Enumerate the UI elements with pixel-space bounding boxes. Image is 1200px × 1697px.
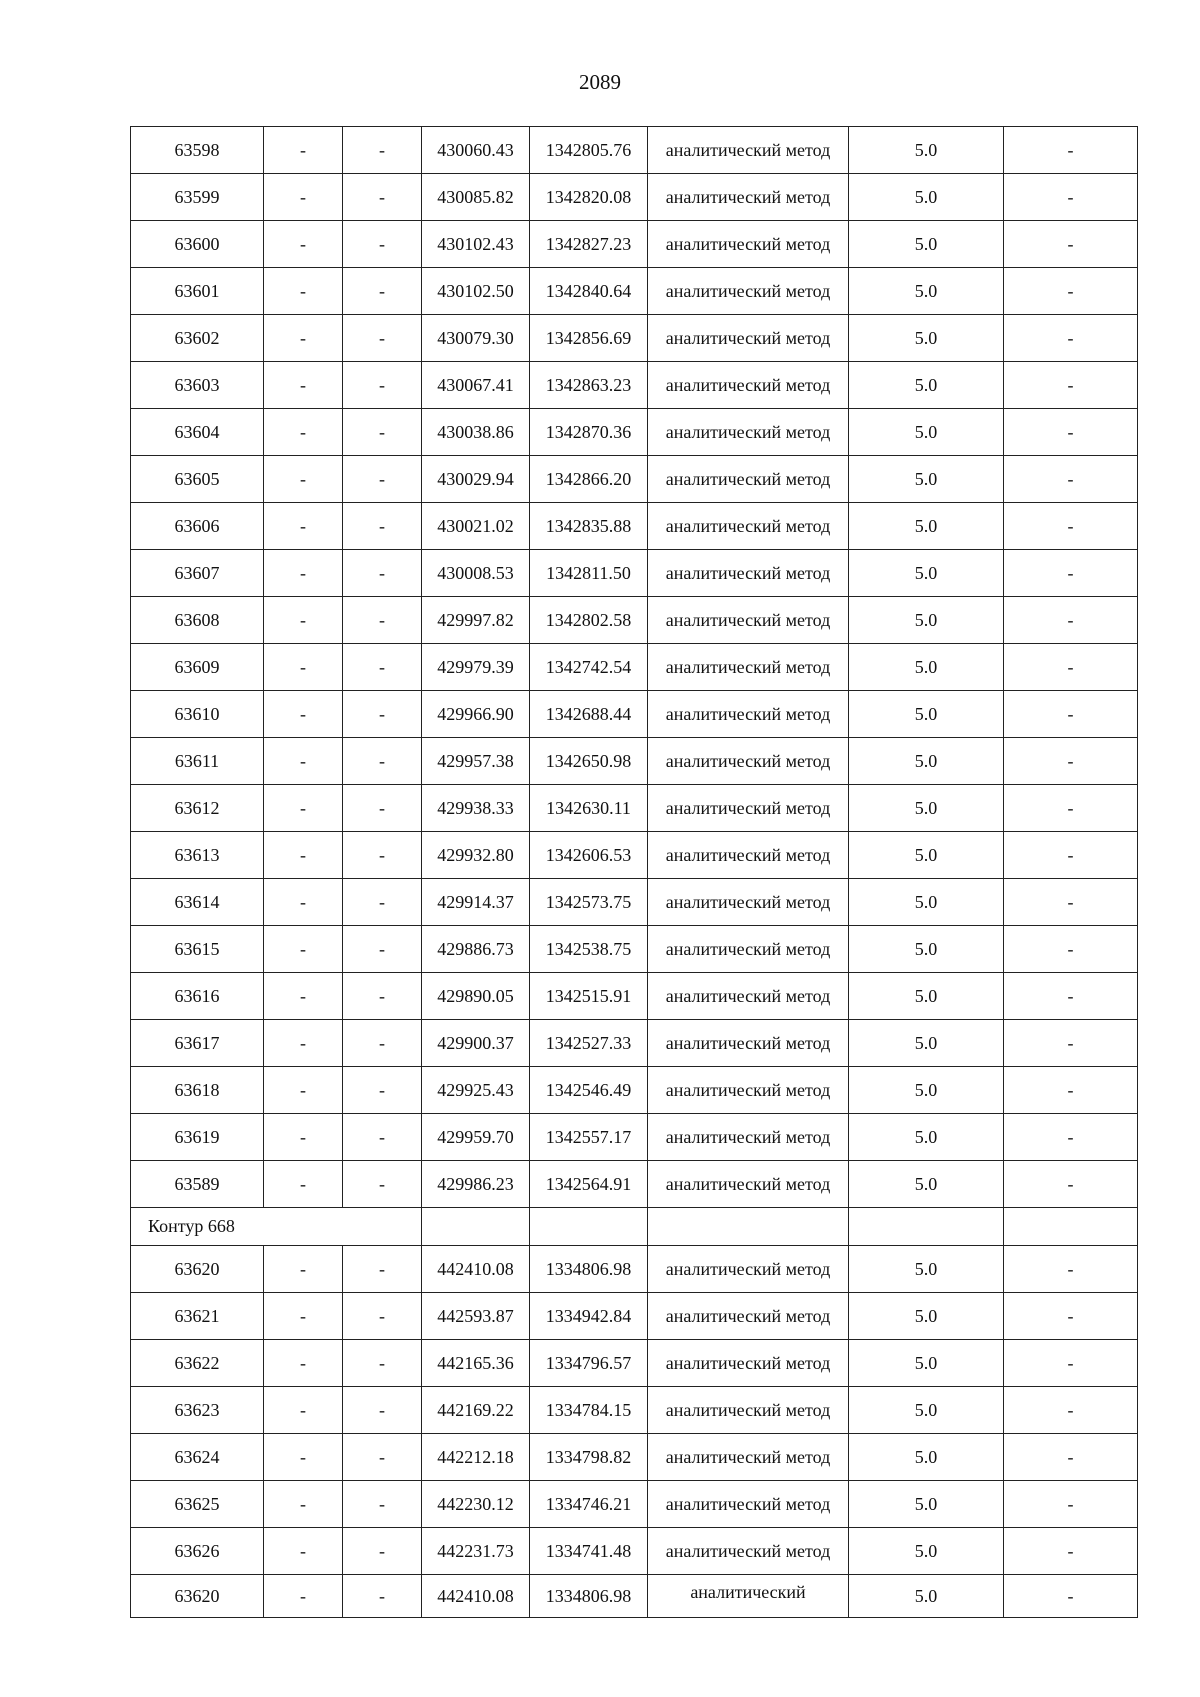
dash-cell: - <box>1004 1246 1138 1293</box>
dash-cell: - <box>264 362 343 409</box>
y-coordinate: 1342742.54 <box>530 644 648 691</box>
y-coordinate: 1342527.33 <box>530 1020 648 1067</box>
method-cell: аналитический метод <box>648 1528 849 1575</box>
table-row <box>131 1387 1138 1434</box>
point-number: 63620 <box>131 1246 264 1293</box>
dash-cell: - <box>1004 785 1138 832</box>
table-row <box>131 1575 1138 1618</box>
y-coordinate: 1334806.98 <box>530 1575 648 1618</box>
table-row <box>131 785 1138 832</box>
x-coordinate: 429986.23 <box>422 1161 530 1208</box>
x-coordinate: 442410.08 <box>422 1575 530 1618</box>
dash-cell: - <box>1004 409 1138 456</box>
table-row <box>131 315 1138 362</box>
dash-cell: - <box>343 456 422 503</box>
accuracy-value: 5.0 <box>849 1387 1004 1434</box>
y-coordinate: 1342856.69 <box>530 315 648 362</box>
y-coordinate: 1342557.17 <box>530 1114 648 1161</box>
dash-cell: - <box>343 315 422 362</box>
empty-cell <box>648 1208 849 1246</box>
y-coordinate: 1342820.08 <box>530 174 648 221</box>
method-cell: аналитический метод <box>648 503 849 550</box>
contour-header-row <box>131 1208 1138 1246</box>
dash-cell: - <box>264 1434 343 1481</box>
x-coordinate: 429966.90 <box>422 691 530 738</box>
table-row <box>131 1481 1138 1528</box>
dash-cell: - <box>264 221 343 268</box>
dash-cell: - <box>264 1481 343 1528</box>
point-number: 63615 <box>131 926 264 973</box>
accuracy-value: 5.0 <box>849 644 1004 691</box>
dash-cell: - <box>264 973 343 1020</box>
dash-cell: - <box>1004 1293 1138 1340</box>
accuracy-value: 5.0 <box>849 691 1004 738</box>
dash-cell: - <box>1004 1340 1138 1387</box>
x-coordinate: 442231.73 <box>422 1528 530 1575</box>
method-cell: аналитический метод <box>648 691 849 738</box>
dash-cell: - <box>343 926 422 973</box>
dash-cell: - <box>1004 1575 1138 1618</box>
dash-cell: - <box>264 456 343 503</box>
x-coordinate: 442169.22 <box>422 1387 530 1434</box>
accuracy-value: 5.0 <box>849 1020 1004 1067</box>
dash-cell: - <box>343 785 422 832</box>
dash-cell: - <box>264 644 343 691</box>
x-coordinate: 430029.94 <box>422 456 530 503</box>
dash-cell: - <box>264 409 343 456</box>
dash-cell: - <box>1004 456 1138 503</box>
dash-cell: - <box>343 550 422 597</box>
dash-cell: - <box>343 127 422 174</box>
dash-cell: - <box>343 1575 422 1618</box>
x-coordinate: 430102.43 <box>422 221 530 268</box>
accuracy-value: 5.0 <box>849 832 1004 879</box>
dash-cell: - <box>264 174 343 221</box>
dash-cell: - <box>264 1293 343 1340</box>
point-number: 63625 <box>131 1481 264 1528</box>
dash-cell: - <box>343 597 422 644</box>
dash-cell: - <box>264 832 343 879</box>
accuracy-value: 5.0 <box>849 785 1004 832</box>
table-row <box>131 1528 1138 1575</box>
dash-cell: - <box>1004 691 1138 738</box>
accuracy-value: 5.0 <box>849 1528 1004 1575</box>
empty-cell <box>422 1208 530 1246</box>
x-coordinate: 430079.30 <box>422 315 530 362</box>
point-number: 63618 <box>131 1067 264 1114</box>
dash-cell: - <box>1004 550 1138 597</box>
method-cell: аналитический метод <box>648 362 849 409</box>
dash-cell: - <box>343 1067 422 1114</box>
point-number: 63602 <box>131 315 264 362</box>
point-number: 63613 <box>131 832 264 879</box>
table-row <box>131 456 1138 503</box>
dash-cell: - <box>1004 1114 1138 1161</box>
dash-cell: - <box>1004 738 1138 785</box>
point-number: 63606 <box>131 503 264 550</box>
point-number: 63610 <box>131 691 264 738</box>
x-coordinate: 430038.86 <box>422 409 530 456</box>
table-row <box>131 268 1138 315</box>
x-coordinate: 429886.73 <box>422 926 530 973</box>
coordinates-table <box>130 126 1138 1618</box>
contour-table-body-first <box>131 127 1138 1208</box>
dash-cell: - <box>343 1020 422 1067</box>
point-number: 63622 <box>131 1340 264 1387</box>
x-coordinate: 442165.36 <box>422 1340 530 1387</box>
accuracy-value: 5.0 <box>849 1246 1004 1293</box>
dash-cell: - <box>343 1387 422 1434</box>
method-cell: аналитический метод <box>648 1067 849 1114</box>
table-row <box>131 362 1138 409</box>
x-coordinate: 430085.82 <box>422 174 530 221</box>
method-cell: аналитический метод <box>648 644 849 691</box>
method-cell: аналитический метод <box>648 738 849 785</box>
dash-cell: - <box>1004 1161 1138 1208</box>
method-cell: аналитический метод <box>648 1161 849 1208</box>
x-coordinate: 429925.43 <box>422 1067 530 1114</box>
dash-cell: - <box>1004 174 1138 221</box>
x-coordinate: 429979.39 <box>422 644 530 691</box>
accuracy-value: 5.0 <box>849 409 1004 456</box>
dash-cell: - <box>264 1114 343 1161</box>
method-cell: аналитический метод <box>648 785 849 832</box>
dash-cell: - <box>343 691 422 738</box>
dash-cell: - <box>343 409 422 456</box>
dash-cell: - <box>343 738 422 785</box>
x-coordinate: 430102.50 <box>422 268 530 315</box>
table-row <box>131 550 1138 597</box>
dash-cell: - <box>1004 315 1138 362</box>
dash-cell: - <box>264 268 343 315</box>
dash-cell: - <box>343 268 422 315</box>
dash-cell: - <box>343 1340 422 1387</box>
method-cell: аналитический метод <box>648 1340 849 1387</box>
dash-cell: - <box>343 1246 422 1293</box>
method-cell: аналитический метод <box>648 221 849 268</box>
point-number: 63624 <box>131 1434 264 1481</box>
accuracy-value: 5.0 <box>849 1114 1004 1161</box>
accuracy-value: 5.0 <box>849 221 1004 268</box>
contour-label: Контур 668 <box>131 1208 422 1246</box>
accuracy-value: 5.0 <box>849 503 1004 550</box>
method-cell: аналитический метод <box>648 1481 849 1528</box>
x-coordinate: 442230.12 <box>422 1481 530 1528</box>
method-cell: аналитический метод <box>648 315 849 362</box>
x-coordinate: 430021.02 <box>422 503 530 550</box>
x-coordinate: 442212.18 <box>422 1434 530 1481</box>
dash-cell: - <box>1004 644 1138 691</box>
accuracy-value: 5.0 <box>849 597 1004 644</box>
dash-cell: - <box>264 879 343 926</box>
table-row <box>131 879 1138 926</box>
dash-cell: - <box>264 738 343 785</box>
y-coordinate: 1342564.91 <box>530 1161 648 1208</box>
y-coordinate: 1342606.53 <box>530 832 648 879</box>
y-coordinate: 1334746.21 <box>530 1481 648 1528</box>
x-coordinate: 429890.05 <box>422 973 530 1020</box>
x-coordinate: 442593.87 <box>422 1293 530 1340</box>
y-coordinate: 1342515.91 <box>530 973 648 1020</box>
dash-cell: - <box>343 1161 422 1208</box>
accuracy-value: 5.0 <box>849 879 1004 926</box>
dash-cell: - <box>264 1528 343 1575</box>
contour-table-body-second <box>131 1246 1138 1618</box>
y-coordinate: 1342630.11 <box>530 785 648 832</box>
y-coordinate: 1342650.98 <box>530 738 648 785</box>
dash-cell: - <box>264 1387 343 1434</box>
dash-cell: - <box>343 1114 422 1161</box>
dash-cell: - <box>1004 832 1138 879</box>
table-row <box>131 174 1138 221</box>
dash-cell: - <box>264 1067 343 1114</box>
dash-cell: - <box>264 597 343 644</box>
accuracy-value: 5.0 <box>849 1575 1004 1618</box>
y-coordinate: 1334784.15 <box>530 1387 648 1434</box>
y-coordinate: 1334741.48 <box>530 1528 648 1575</box>
dash-cell: - <box>343 174 422 221</box>
dash-cell: - <box>343 221 422 268</box>
x-coordinate: 429938.33 <box>422 785 530 832</box>
method-cell: аналитический <box>648 1575 849 1618</box>
point-number: 63609 <box>131 644 264 691</box>
method-cell: аналитический метод <box>648 550 849 597</box>
point-number: 63608 <box>131 597 264 644</box>
accuracy-value: 5.0 <box>849 1293 1004 1340</box>
dash-cell: - <box>264 127 343 174</box>
x-coordinate: 429997.82 <box>422 597 530 644</box>
point-number: 63589 <box>131 1161 264 1208</box>
x-coordinate: 429914.37 <box>422 879 530 926</box>
method-cell: аналитический метод <box>648 1114 849 1161</box>
table-row <box>131 1246 1138 1293</box>
y-coordinate: 1342688.44 <box>530 691 648 738</box>
y-coordinate: 1342827.23 <box>530 221 648 268</box>
accuracy-value: 5.0 <box>849 1481 1004 1528</box>
dash-cell: - <box>264 1161 343 1208</box>
method-cell: аналитический метод <box>648 1293 849 1340</box>
method-cell: аналитический метод <box>648 409 849 456</box>
dash-cell: - <box>343 503 422 550</box>
x-coordinate: 430060.43 <box>422 127 530 174</box>
method-cell: аналитический метод <box>648 926 849 973</box>
dash-cell: - <box>343 1293 422 1340</box>
table-row <box>131 1067 1138 1114</box>
accuracy-value: 5.0 <box>849 738 1004 785</box>
table-row <box>131 1020 1138 1067</box>
accuracy-value: 5.0 <box>849 174 1004 221</box>
accuracy-value: 5.0 <box>849 268 1004 315</box>
dash-cell: - <box>1004 926 1138 973</box>
method-cell: аналитический метод <box>648 1387 849 1434</box>
method-cell: аналитический метод <box>648 1434 849 1481</box>
x-coordinate: 430008.53 <box>422 550 530 597</box>
dash-cell: - <box>264 691 343 738</box>
dash-cell: - <box>1004 268 1138 315</box>
dash-cell: - <box>1004 1528 1138 1575</box>
dash-cell: - <box>264 550 343 597</box>
table-row <box>131 832 1138 879</box>
accuracy-value: 5.0 <box>849 127 1004 174</box>
dash-cell: - <box>1004 1020 1138 1067</box>
method-cell: аналитический метод <box>648 456 849 503</box>
point-number: 63623 <box>131 1387 264 1434</box>
dash-cell: - <box>343 362 422 409</box>
method-cell: аналитический метод <box>648 879 849 926</box>
y-coordinate: 1342866.20 <box>530 456 648 503</box>
y-coordinate: 1342538.75 <box>530 926 648 973</box>
x-coordinate: 430067.41 <box>422 362 530 409</box>
y-coordinate: 1342835.88 <box>530 503 648 550</box>
table-row <box>131 1434 1138 1481</box>
point-number: 63598 <box>131 127 264 174</box>
x-coordinate: 429900.37 <box>422 1020 530 1067</box>
dash-cell: - <box>264 503 343 550</box>
accuracy-value: 5.0 <box>849 1067 1004 1114</box>
point-number: 63611 <box>131 738 264 785</box>
point-number: 63600 <box>131 221 264 268</box>
y-coordinate: 1334942.84 <box>530 1293 648 1340</box>
point-number: 63616 <box>131 973 264 1020</box>
point-number: 63614 <box>131 879 264 926</box>
y-coordinate: 1342805.76 <box>530 127 648 174</box>
dash-cell: - <box>343 879 422 926</box>
point-number: 63612 <box>131 785 264 832</box>
accuracy-value: 5.0 <box>849 315 1004 362</box>
method-cell: аналитический метод <box>648 1020 849 1067</box>
y-coordinate: 1342870.36 <box>530 409 648 456</box>
dash-cell: - <box>1004 597 1138 644</box>
y-coordinate: 1342840.64 <box>530 268 648 315</box>
accuracy-value: 5.0 <box>849 1161 1004 1208</box>
y-coordinate: 1342811.50 <box>530 550 648 597</box>
point-number: 63605 <box>131 456 264 503</box>
dash-cell: - <box>343 832 422 879</box>
contour-section <box>131 1208 1138 1246</box>
method-cell: аналитический метод <box>648 174 849 221</box>
accuracy-value: 5.0 <box>849 362 1004 409</box>
dash-cell: - <box>264 1246 343 1293</box>
x-coordinate: 442410.08 <box>422 1246 530 1293</box>
page-number: 2089 <box>579 70 621 94</box>
dash-cell: - <box>264 315 343 362</box>
dash-cell: - <box>1004 221 1138 268</box>
table-row <box>131 503 1138 550</box>
accuracy-value: 5.0 <box>849 1434 1004 1481</box>
point-number: 63617 <box>131 1020 264 1067</box>
method-cell: аналитический метод <box>648 268 849 315</box>
dash-cell: - <box>264 926 343 973</box>
point-number: 63621 <box>131 1293 264 1340</box>
y-coordinate: 1334798.82 <box>530 1434 648 1481</box>
dash-cell: - <box>264 785 343 832</box>
dash-cell: - <box>1004 362 1138 409</box>
method-cell: аналитический метод <box>648 1246 849 1293</box>
table-row <box>131 597 1138 644</box>
accuracy-value: 5.0 <box>849 926 1004 973</box>
dash-cell: - <box>1004 1434 1138 1481</box>
table-row <box>131 409 1138 456</box>
dash-cell: - <box>343 1481 422 1528</box>
dash-cell: - <box>264 1340 343 1387</box>
table-row <box>131 691 1138 738</box>
accuracy-value: 5.0 <box>849 973 1004 1020</box>
y-coordinate: 1334806.98 <box>530 1246 648 1293</box>
method-cell: аналитический метод <box>648 127 849 174</box>
table-row <box>131 644 1138 691</box>
y-coordinate: 1342546.49 <box>530 1067 648 1114</box>
x-coordinate: 429959.70 <box>422 1114 530 1161</box>
accuracy-value: 5.0 <box>849 456 1004 503</box>
table-row <box>131 1293 1138 1340</box>
table-row <box>131 221 1138 268</box>
point-number: 63599 <box>131 174 264 221</box>
dash-cell: - <box>1004 503 1138 550</box>
dash-cell: - <box>1004 879 1138 926</box>
y-coordinate: 1342802.58 <box>530 597 648 644</box>
table-row <box>131 738 1138 785</box>
point-number: 63626 <box>131 1528 264 1575</box>
x-coordinate: 429957.38 <box>422 738 530 785</box>
dash-cell: - <box>343 973 422 1020</box>
method-cell: аналитический метод <box>648 597 849 644</box>
point-number: 63604 <box>131 409 264 456</box>
table-row <box>131 926 1138 973</box>
point-number: 63620 <box>131 1575 264 1618</box>
dash-cell: - <box>1004 127 1138 174</box>
dash-cell: - <box>1004 1481 1138 1528</box>
dash-cell: - <box>264 1020 343 1067</box>
dash-cell: - <box>343 1528 422 1575</box>
empty-cell <box>849 1208 1004 1246</box>
table-row <box>131 1340 1138 1387</box>
y-coordinate: 1334796.57 <box>530 1340 648 1387</box>
empty-cell <box>530 1208 648 1246</box>
method-cell: аналитический метод <box>648 832 849 879</box>
dash-cell: - <box>1004 1067 1138 1114</box>
point-number: 63619 <box>131 1114 264 1161</box>
table-row <box>131 1161 1138 1208</box>
accuracy-value: 5.0 <box>849 1340 1004 1387</box>
table-row <box>131 127 1138 174</box>
y-coordinate: 1342573.75 <box>530 879 648 926</box>
dash-cell: - <box>264 1575 343 1618</box>
table-row <box>131 1114 1138 1161</box>
dash-cell: - <box>343 1434 422 1481</box>
x-coordinate: 429932.80 <box>422 832 530 879</box>
dash-cell: - <box>343 644 422 691</box>
point-number: 63603 <box>131 362 264 409</box>
dash-cell: - <box>1004 973 1138 1020</box>
y-coordinate: 1342863.23 <box>530 362 648 409</box>
method-cell: аналитический метод <box>648 973 849 1020</box>
point-number: 63601 <box>131 268 264 315</box>
empty-cell <box>1004 1208 1138 1246</box>
accuracy-value: 5.0 <box>849 550 1004 597</box>
dash-cell: - <box>1004 1387 1138 1434</box>
point-number: 63607 <box>131 550 264 597</box>
table-row <box>131 973 1138 1020</box>
